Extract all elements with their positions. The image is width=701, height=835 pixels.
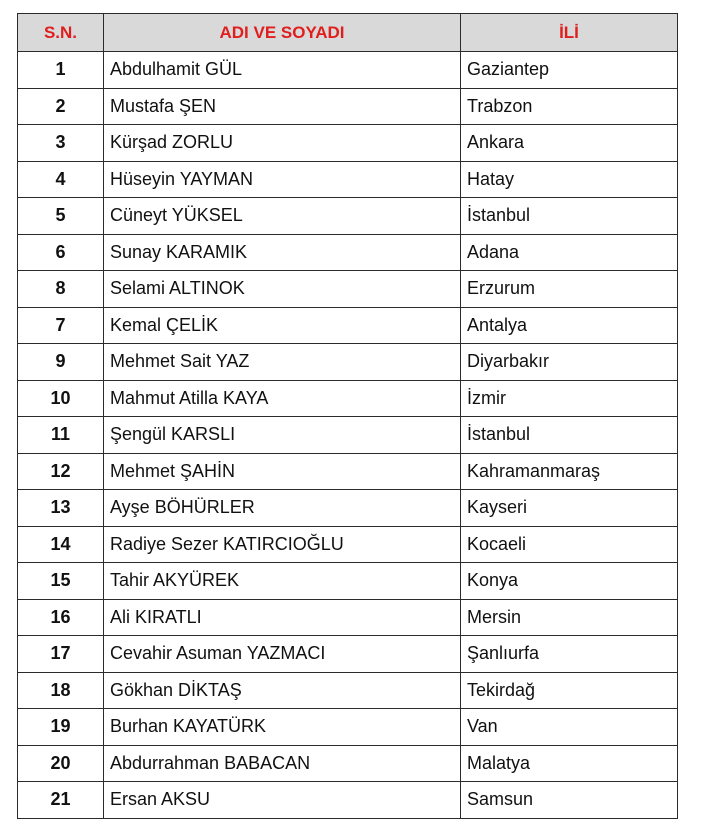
table-row [18,636,678,673]
cell-name: Mehmet Sait YAZ [104,344,461,381]
cell-city: Malatya [461,745,678,782]
cell-name: Radiye Sezer KATIRCIOĞLU [104,526,461,563]
cell-city: Erzurum [461,271,678,308]
cell-sn: 14 [18,526,104,563]
cell-sn: 3 [18,125,104,162]
table-row [18,52,678,89]
cell-sn: 20 [18,745,104,782]
cell-sn: 21 [18,782,104,819]
table-row [18,307,678,344]
cell-sn: 7 [18,307,104,344]
table-row [18,453,678,490]
table-row [18,490,678,527]
cell-city: Şanlıurfa [461,636,678,673]
cell-city: Trabzon [461,88,678,125]
cell-city: Kahramanmaraş [461,453,678,490]
table-body [18,52,678,819]
cell-sn: 11 [18,417,104,454]
cell-city: Diyarbakır [461,344,678,381]
cell-city: Van [461,709,678,746]
cell-name: Mahmut Atilla KAYA [104,380,461,417]
cell-city: Kocaeli [461,526,678,563]
cell-name: Mustafa ŞEN [104,88,461,125]
cell-name: Kürşad ZORLU [104,125,461,162]
cell-name: Ersan AKSU [104,782,461,819]
table-row [18,380,678,417]
table-row [18,198,678,235]
cell-sn: 10 [18,380,104,417]
table-row [18,88,678,125]
table-row [18,161,678,198]
header-name: ADI VE SOYADI [104,14,461,52]
cell-name: Selami ALTINOK [104,271,461,308]
cell-city: Samsun [461,782,678,819]
cell-sn: 19 [18,709,104,746]
table-row [18,599,678,636]
table-row [18,782,678,819]
cell-name: Abdulhamit GÜL [104,52,461,89]
cell-sn: 17 [18,636,104,673]
cell-city: Gaziantep [461,52,678,89]
cell-city: Kayseri [461,490,678,527]
table-row [18,234,678,271]
table-row [18,125,678,162]
cell-sn: 13 [18,490,104,527]
table-row [18,271,678,308]
cell-sn: 1 [18,52,104,89]
table-row [18,526,678,563]
cell-city: Antalya [461,307,678,344]
cell-city: Hatay [461,161,678,198]
header-sn: S.N. [18,14,104,52]
cell-sn: 4 [18,161,104,198]
cell-sn: 2 [18,88,104,125]
cell-city: İstanbul [461,417,678,454]
cell-city: İstanbul [461,198,678,235]
header-city: İLİ [461,14,678,52]
cell-name: Abdurrahman BABACAN [104,745,461,782]
cell-name: Gökhan DİKTAŞ [104,672,461,709]
cell-sn: 6 [18,234,104,271]
cell-sn: 9 [18,344,104,381]
table-row [18,672,678,709]
cell-city: Ankara [461,125,678,162]
cell-city: Konya [461,563,678,600]
table-header [18,14,678,52]
cell-name: Hüseyin YAYMAN [104,161,461,198]
cell-name: Kemal ÇELİK [104,307,461,344]
cell-name: Ayşe BÖHÜRLER [104,490,461,527]
cell-name: Cüneyt YÜKSEL [104,198,461,235]
cell-sn: 5 [18,198,104,235]
cell-sn: 8 [18,271,104,308]
cell-sn: 18 [18,672,104,709]
table-row [18,745,678,782]
members-table [17,13,678,819]
cell-name: Mehmet ŞAHİN [104,453,461,490]
cell-city: Tekirdağ [461,672,678,709]
table-row [18,563,678,600]
cell-name: Tahir AKYÜREK [104,563,461,600]
cell-name: Şengül KARSLI [104,417,461,454]
cell-name: Ali KIRATLI [104,599,461,636]
cell-name: Cevahir Asuman YAZMACI [104,636,461,673]
cell-city: İzmir [461,380,678,417]
cell-city: Adana [461,234,678,271]
cell-name: Burhan KAYATÜRK [104,709,461,746]
table-row [18,344,678,381]
cell-city: Mersin [461,599,678,636]
cell-name: Sunay KARAMIK [104,234,461,271]
cell-sn: 12 [18,453,104,490]
table-row [18,709,678,746]
table-row [18,417,678,454]
cell-sn: 15 [18,563,104,600]
header-row [18,14,678,52]
cell-sn: 16 [18,599,104,636]
